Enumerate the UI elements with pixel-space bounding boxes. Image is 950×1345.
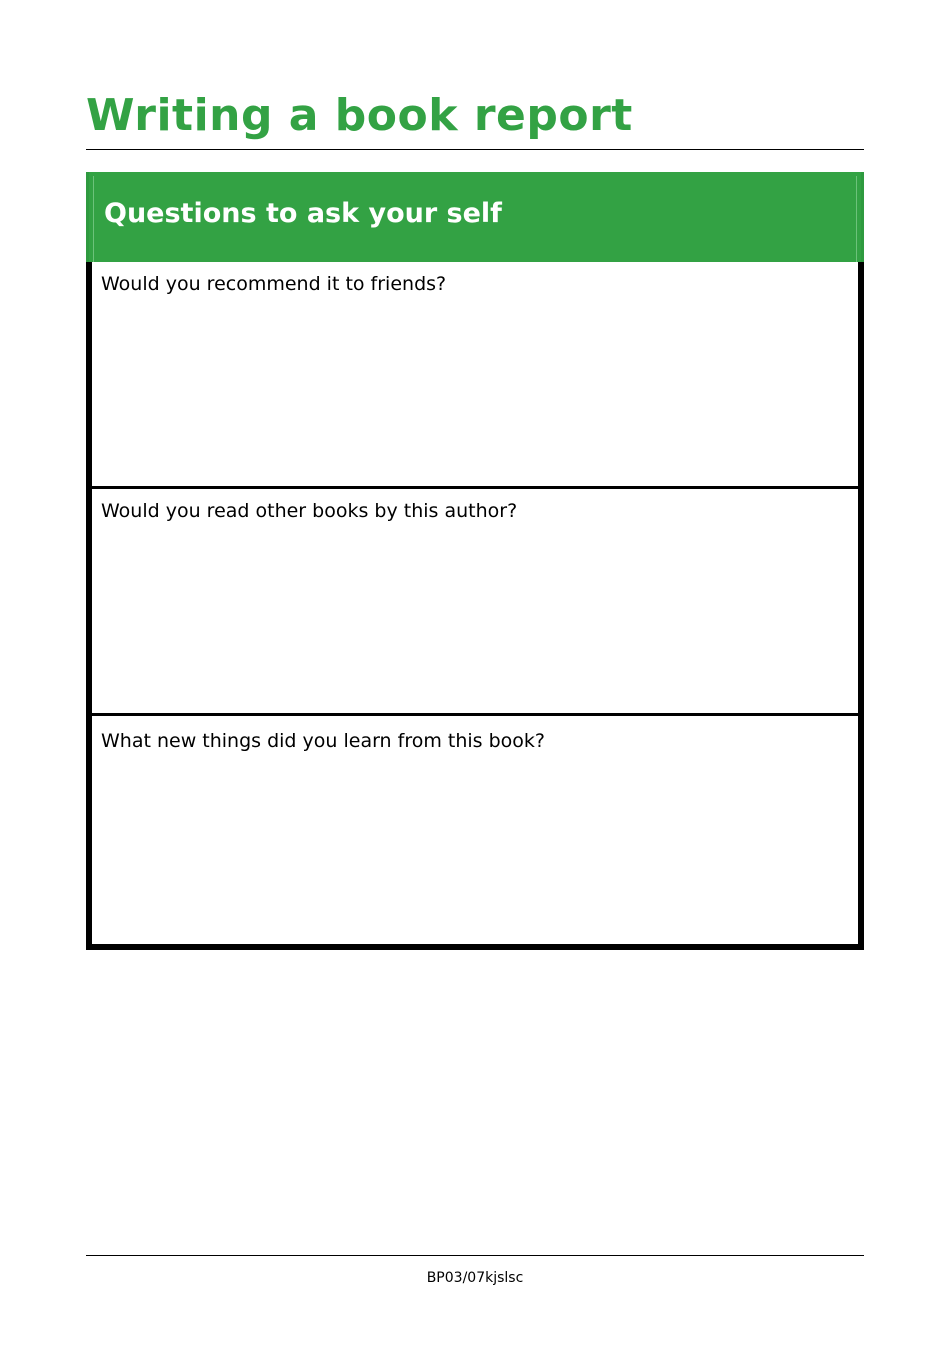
question-label-recommend: Would you recommend it to friends? xyxy=(101,273,447,295)
question-cell-new-things xyxy=(86,716,864,950)
question-cell-other-books xyxy=(86,489,864,719)
question-label-other-books: Would you read other books by this author? xyxy=(101,500,518,522)
questions-header-title: Questions to ask your self xyxy=(104,198,502,229)
answer-area-recommend[interactable] xyxy=(101,306,849,478)
footer-divider xyxy=(86,1255,864,1256)
footer-code: BP03/07kjslsc xyxy=(426,1270,524,1286)
page-title: Writing a book report xyxy=(86,90,633,141)
question-label-new-things: What new things did you learn from this book? xyxy=(101,730,546,752)
answer-area-new-things[interactable] xyxy=(101,760,849,936)
question-cell-recommend xyxy=(86,262,864,492)
title-divider xyxy=(86,149,864,150)
answer-area-other-books[interactable] xyxy=(101,533,849,705)
questions-table xyxy=(86,172,864,950)
questions-header xyxy=(86,172,864,262)
